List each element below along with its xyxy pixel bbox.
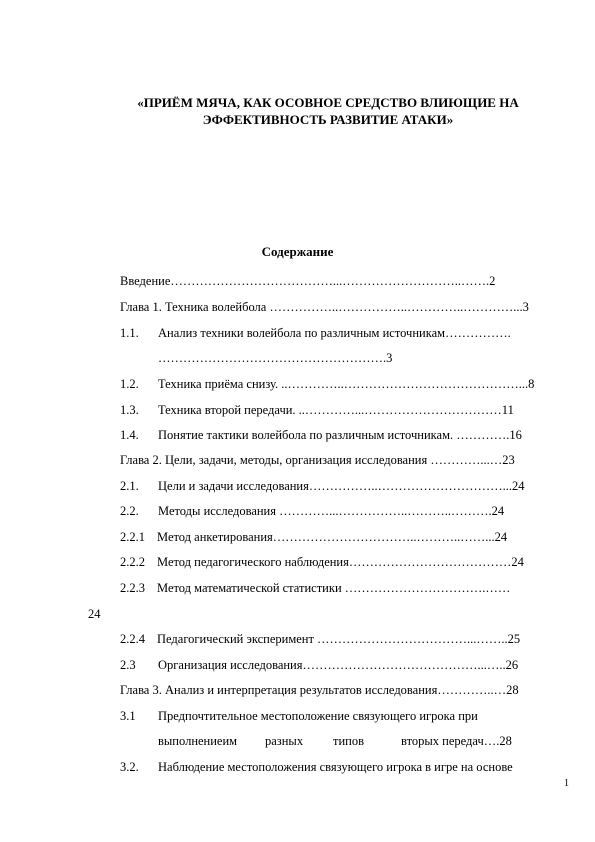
title-line-1: «ПРИЁМ МЯЧА, КАК ОСОВНОЕ СРЕДСТВО ВЛИЮЩИЕ НА [137,95,519,110]
toc-entry-2-2-3-page: 24 [88,607,101,621]
toc-text: Наблюдение местоположения связующего игрока в игре на основе [158,760,513,774]
toc-number: 1.1. [120,326,139,340]
toc-text: Техника второй передачи. ..…………...……………………………11 [158,403,514,417]
toc-entry-chapter-2: Глава 2. Цели, задачи, методы, организация исследования …………...…23 [120,453,515,467]
toc-number: 2.2.3 [120,581,145,595]
toc-number: 2.1. [120,479,139,493]
toc-text: Цели и задачи исследования……………..…………………………...24 [158,479,525,493]
toc-text: Метод анкетирования……………………………..………..……...24 [157,530,508,544]
title-line-2: ЭФФЕКТИВНОСТЬ РАЗВИТИЕ АТАКИ» [202,112,454,127]
toc-text: Организация исследования……………………………………...…..26 [158,658,519,672]
toc-text: Предпочтительное местоположение связующего игрока при [158,709,478,723]
toc-entry-1-1-continued: ……………………………………………….3 [158,351,393,365]
toc-number: 2.2.1 [120,530,145,544]
toc-entry-chapter-3: Глава 3. Анализ и интерпретация результатов исследования…………..…28 [120,683,519,697]
toc-number: 2.3 [120,658,136,672]
toc-text: Метод математической статистики …………………………….…… [157,581,511,595]
toc-number: 1.4. [120,428,139,442]
toc-entry-chapter-1: Глава 1. Техника волейбола ……………..……………..…………..…………...3 [120,300,529,314]
toc-word: разных [265,734,304,748]
toc-number: 3.2. [120,760,139,774]
toc-text: Педагогический эксперимент ………………………………...……..25 [157,632,521,646]
toc-word: вторых передач….28 [401,734,512,748]
toc-word: выполнениеим [158,734,238,748]
toc-number: 2.2.4 [120,632,145,646]
toc-number: 3.1 [120,709,136,723]
toc-heading: Содержание [261,244,334,259]
toc-number: 2.2.2 [120,555,145,569]
toc-number: 1.3. [120,403,139,417]
toc-number: 1.2. [120,377,139,391]
toc-number: 2.2. [120,504,139,518]
toc-text: Метод педагогического наблюдения…………………………………24 [157,555,524,569]
toc-text: Анализ техники волейбола по различным источникам……………. [158,326,511,340]
page-number: 1 [564,778,569,789]
toc-entry-intro: Введение…………………………………...………………………..…….2 [120,274,496,288]
toc-word: типов [333,734,364,748]
toc-text: Техника приёма снизу. ..…………..……………………………………...8 [158,377,535,391]
document-title [88,94,568,128]
toc-text: Методы исследования …………...……………..………..……….24 [158,504,505,518]
toc-text: Понятие тактики волейбола по различным источникам. ………….16 [158,428,522,442]
